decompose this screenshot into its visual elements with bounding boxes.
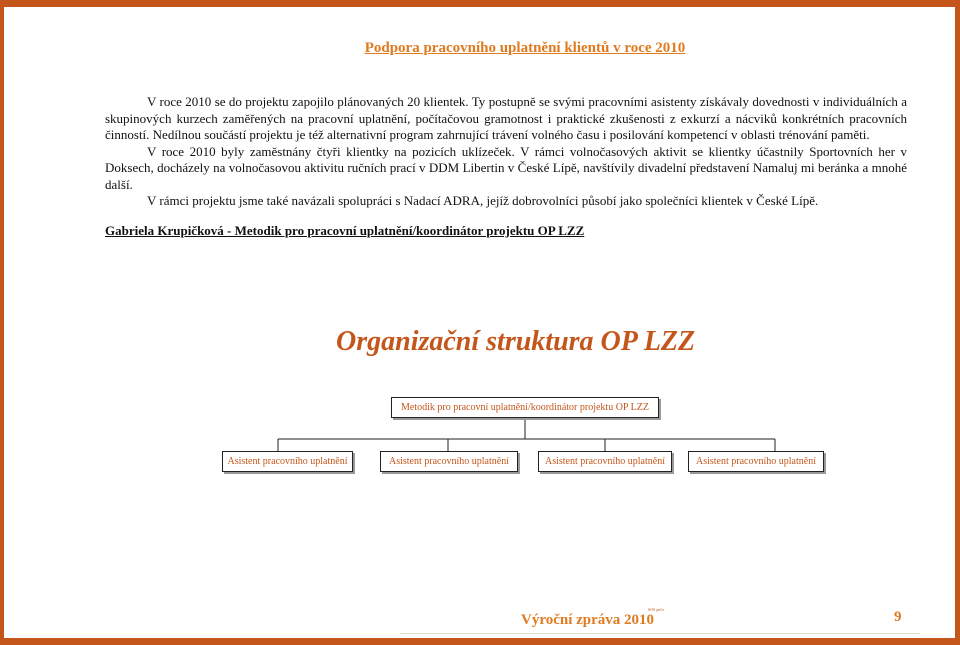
author-line: Gabriela Krupičková - Metodik pro pracovní uplatnění/koordinátor projektu OP LZZ bbox=[105, 223, 585, 238]
footer-divider bbox=[400, 633, 920, 634]
footer-logo-text: SOS pečo bbox=[648, 607, 664, 612]
footer-report-title: Výroční zpráva 2010 bbox=[521, 612, 655, 628]
org-box-assistant-3: Asistent pracovního uplatnění bbox=[538, 451, 672, 472]
paragraph-3: V rámci projektu jsme také navázali spolupráci s Nadací ADRA, jejíž dobrovolníci působí jako společníci klientek v České Lípě. bbox=[147, 193, 819, 208]
paragraph-2: V roce 2010 byly zaměstnány čtyři klientky na pozicích uklízeček. V rámci volnočasových aktivit se klientky účastnily Sportovních her v Doksech, docházely na volnočasovou aktivitu ručních prací v DDM Libertin v České Lípě, navštívily divadelní představení Namaluj mi beránka a mnohé další. bbox=[105, 143, 907, 192]
paragraph-1: V roce 2010 se do projektu zapojilo plánovaných 20 klientek. Ty postupně se svými pracovními asistenty získávaly dovednosti v individuálních a skupinových kurzech zaměřených na pracovní uplatnění, počítačovou gramotnost i praktické zkušenosti z exkurzí a nácviků konkrétních pracovních činností. Nedílnou součástí projektu je též alternativní program zahrnující trávení volného času i posilování kompetencí v oblasti trénování paměti. bbox=[105, 94, 907, 142]
org-chart-title: Organizační struktura OP LZZ bbox=[336, 326, 696, 357]
org-box-coordinator: Metodik pro pracovní uplatnění/koordinátor projektu OP LZZ bbox=[391, 397, 659, 418]
page-number: 9 bbox=[894, 609, 902, 625]
org-box-assistant-2: Asistent pracovního uplatnění bbox=[380, 451, 518, 472]
page-title: Podpora pracovního uplatnění klientů v roce 2010 bbox=[364, 40, 686, 56]
org-box-assistant-4: Asistent pracovního uplatnění bbox=[688, 451, 824, 472]
org-box-assistant-1: Asistent pracovního uplatnění bbox=[222, 451, 353, 472]
